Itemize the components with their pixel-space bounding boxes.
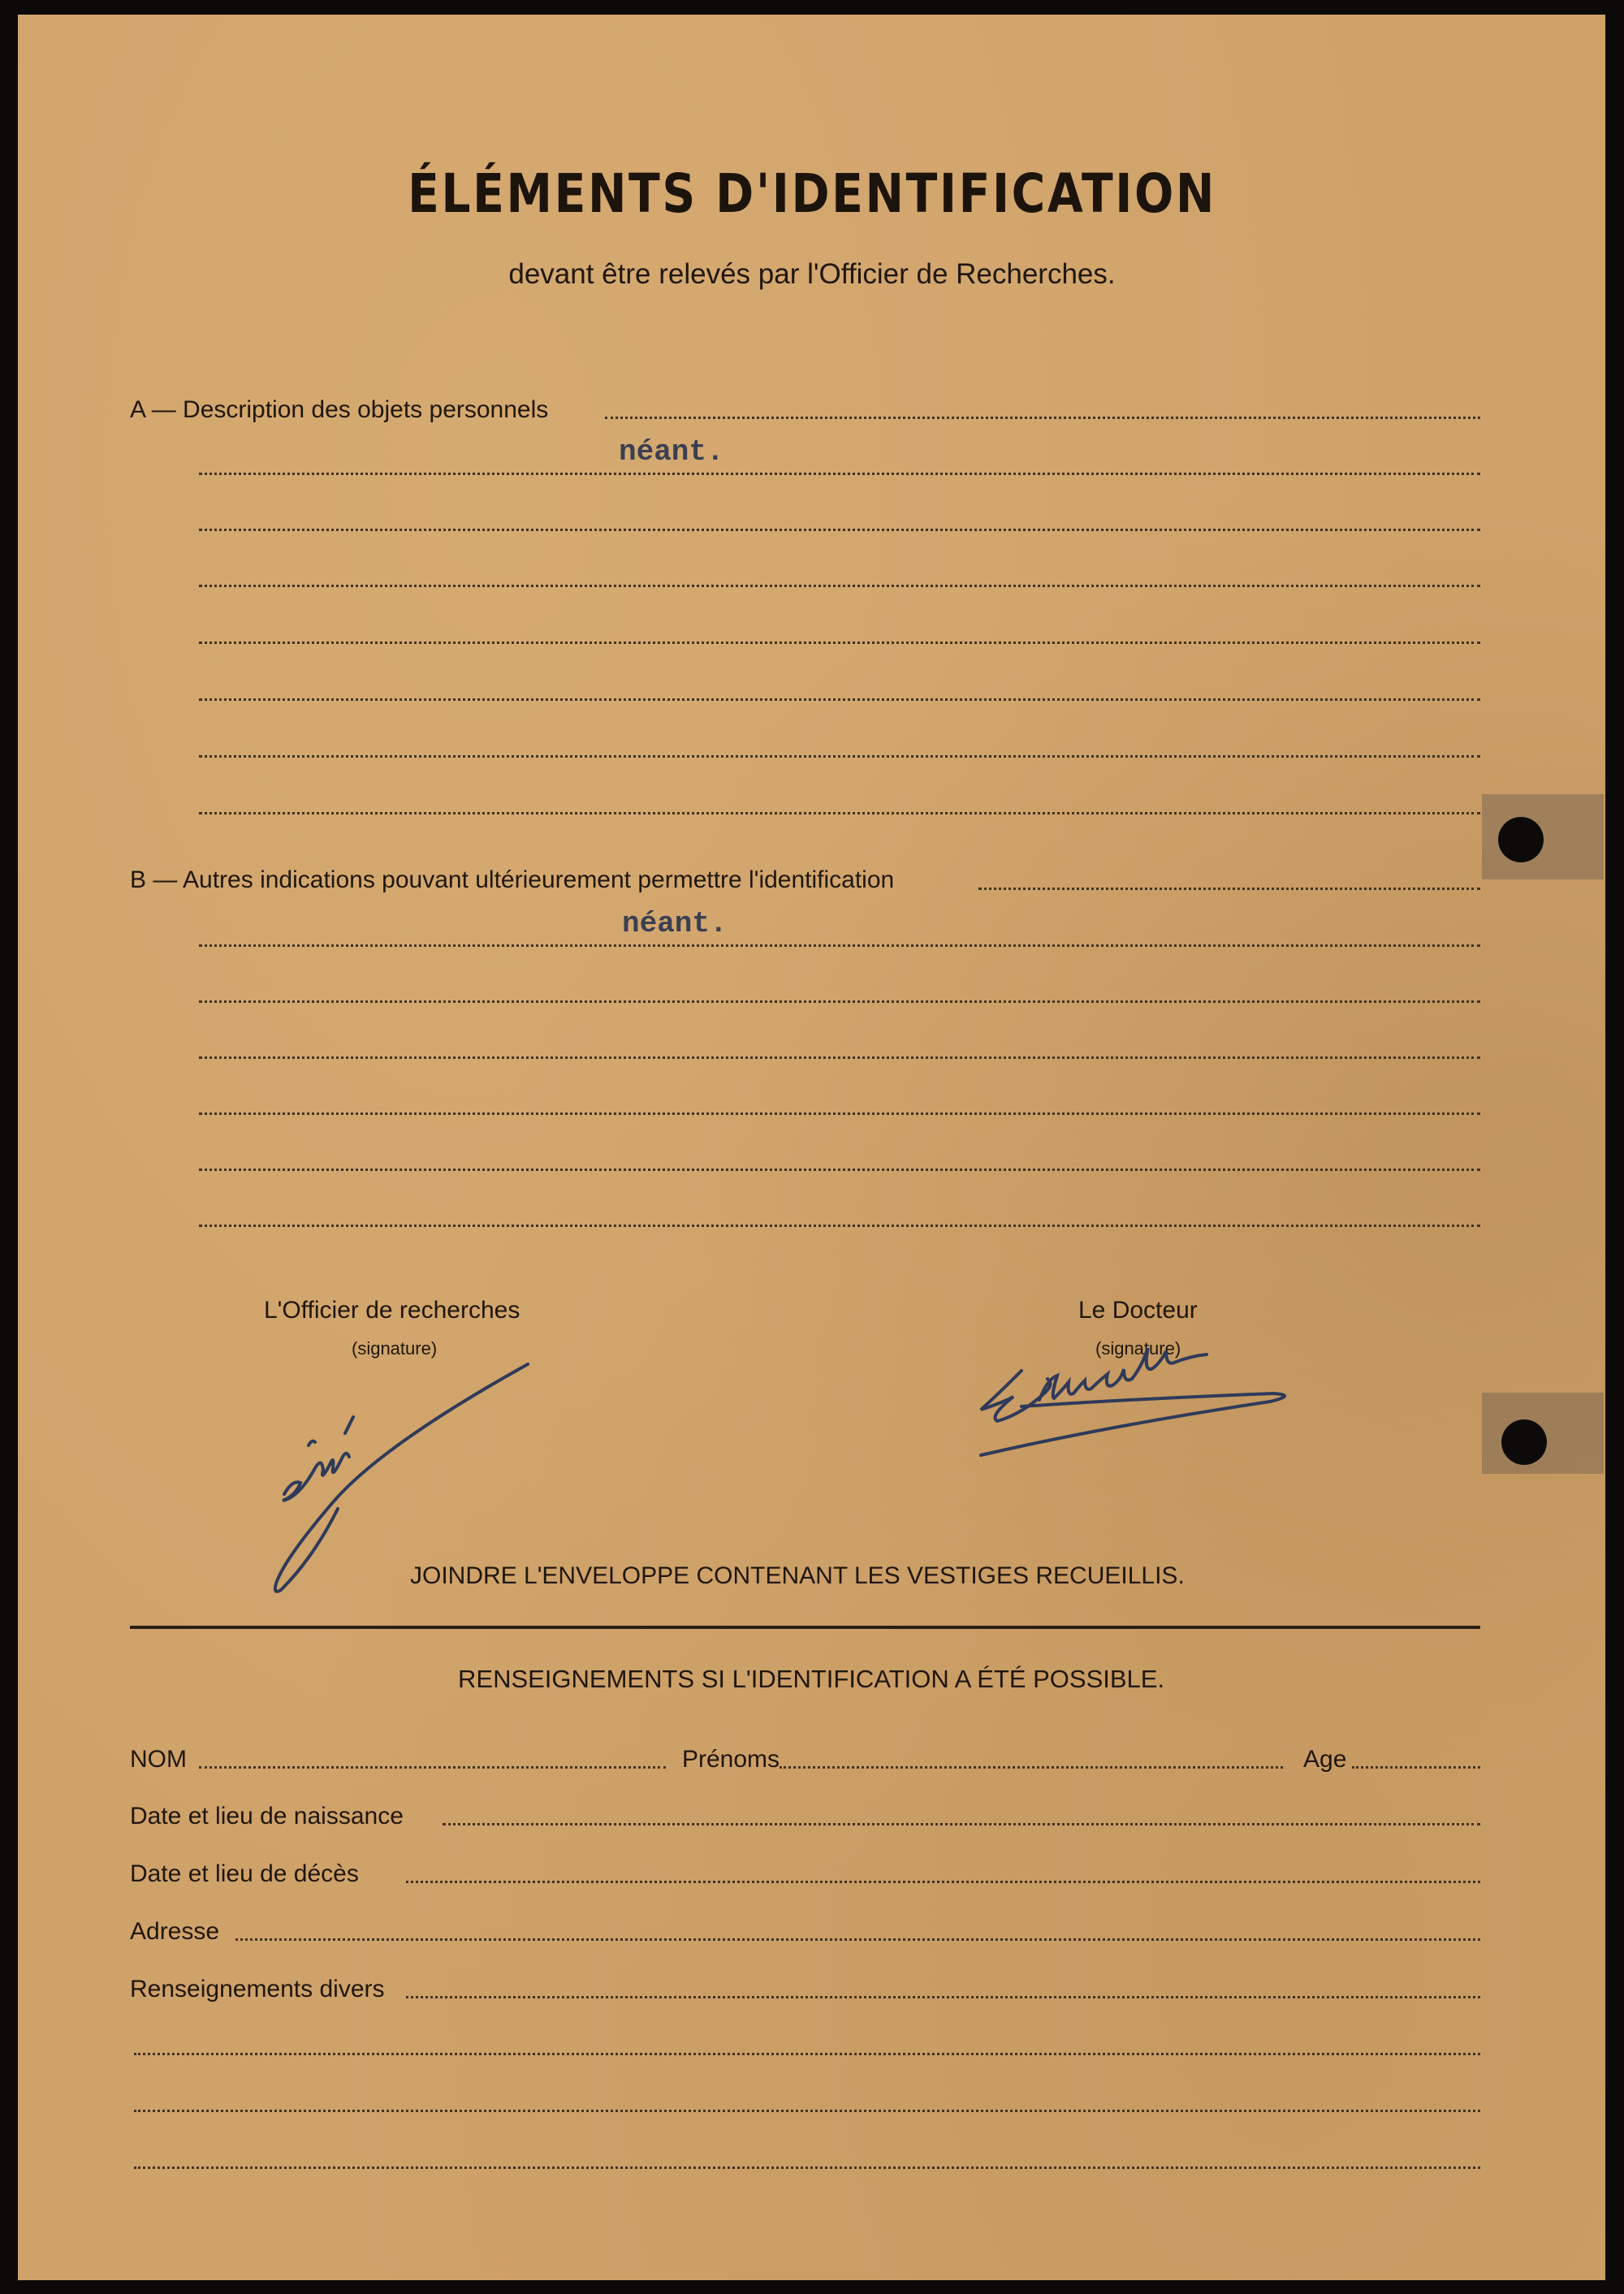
prenoms-label: Prénoms [682,1746,780,1773]
doctor-title: Le Docteur [1078,1297,1198,1324]
adresse-field [235,1938,1480,1941]
section-b-line-4 [199,1056,1480,1059]
doctor-signature-caption: (signature) [1095,1338,1181,1359]
doctor-handwritten-signature [934,1348,1413,1470]
section-b-line-3 [199,1000,1480,1003]
divers-label: Renseignements divers [130,1976,385,2002]
section-a-typed-value: néant. [619,435,724,469]
section-b-line-6 [199,1169,1480,1171]
naissance-label: Date et lieu de naissance [130,1803,404,1830]
officer-handwritten-signature [211,1340,544,1600]
envelope-instruction: JOINDRE L'ENVELOPPE CONTENANT LES VESTIGES RECUEILLIS. [410,1562,1185,1589]
section-a-line-5 [199,642,1480,644]
adresse-label: Adresse [130,1918,220,1945]
divers-field-2 [134,2053,1480,2055]
punch-hole-lower [1501,1419,1547,1465]
officer-title: L'Officier de recherches [264,1297,520,1324]
section-b-line-2 [199,944,1480,947]
section-a-line-8 [199,812,1480,814]
divers-field-3 [134,2110,1480,2112]
section-a-line-6 [199,698,1480,701]
nom-field [199,1766,666,1769]
naissance-field [443,1823,1480,1825]
section-b-line-5 [199,1112,1480,1115]
age-label: Age [1303,1746,1347,1773]
divers-field-4 [134,2167,1480,2169]
divers-field-1 [406,1996,1480,1998]
deces-field [406,1881,1480,1883]
punch-hole-upper [1498,817,1544,862]
form-title: ÉLÉMENTS D'IDENTIFICATION [408,162,1216,225]
section-b-label: B — Autres indications pouvant ultérieurement permettre l'identification [130,866,895,893]
section-b-typed-value: néant. [622,907,728,940]
section-a-line-4 [199,585,1480,587]
section-a-label: A — Description des objets personnels [130,396,549,423]
section-b-line-1 [978,888,1480,890]
section-b-line-7 [199,1225,1480,1227]
age-field [1352,1766,1480,1769]
section-a-line-3 [199,529,1480,531]
nom-label: NOM [130,1746,187,1773]
deces-label: Date et lieu de décès [130,1860,359,1887]
officer-signature-caption: (signature) [352,1338,438,1359]
prenoms-field [780,1766,1283,1769]
identification-heading: RENSEIGNEMENTS SI L'IDENTIFICATION A ÉTÉ POSSIBLE. [458,1665,1165,1693]
section-a-line-7 [199,755,1480,758]
section-a-line-2 [199,473,1480,475]
form-subtitle: devant être relevés par l'Officier de Recherches. [508,258,1116,290]
section-a-line-1 [605,417,1480,419]
section-divider [130,1626,1480,1629]
